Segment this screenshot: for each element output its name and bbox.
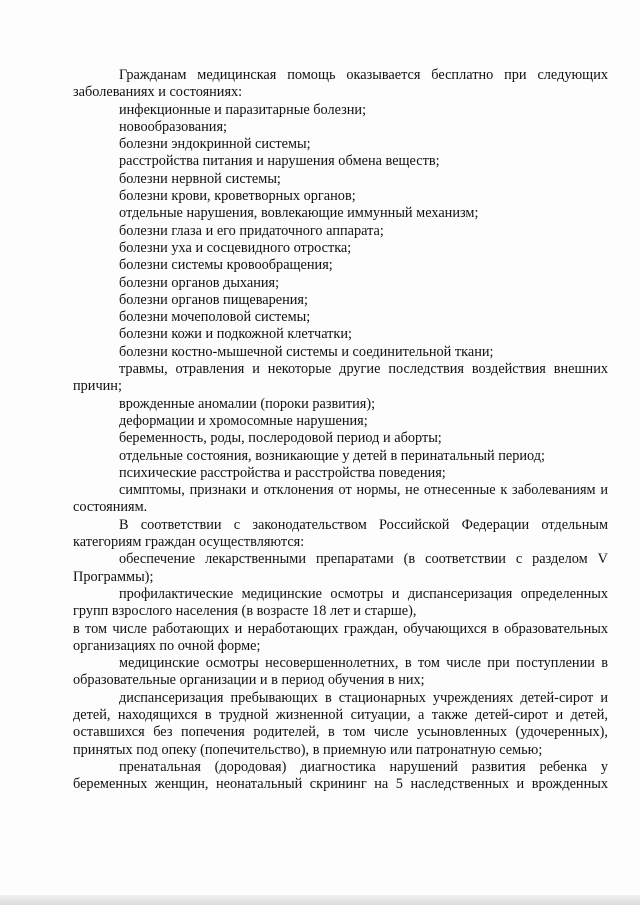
disease-item: беременность, роды, послеродовой период и аборты; [119, 430, 442, 447]
disease-item: болезни органов пищеварения; [119, 291, 308, 308]
provision-item: обеспечение лекарственными препаратами (в соответствии с разделом V Программы); [73, 551, 608, 585]
disease-item: болезни нервной системы; [119, 170, 281, 187]
disease-item: инфекционные и паразитарные болезни; [119, 101, 367, 118]
disease-item: врожденные аномалии (пороки развития); [119, 395, 376, 412]
disease-item: болезни кожи и подкожной клетчатки; [119, 326, 352, 343]
disease-item: отдельные нарушения, вовлекающие иммунный механизм; [119, 205, 479, 222]
provision-item: профилактические медицинские осмотры и диспансеризация определенных групп взрослого населения (в возрасте 18 лет и старше), [73, 585, 608, 620]
disease-item: новообразования; [119, 118, 227, 135]
provision-item: в том числе работающих и неработающих граждан, обучающихся в образовательных организациях по очной форме; [73, 620, 608, 654]
disease-item: деформации и хромосомные нарушения; [119, 412, 368, 429]
disease-item: болезни глаза и его придаточного аппарата; [119, 222, 384, 239]
disease-item: болезни крови, кроветворных органов; [119, 188, 356, 205]
disease-item: болезни уха и сосцевидного отростка; [119, 239, 352, 256]
law-intro-paragraph: В соответствии с законодательством Российской Федерации отдельным категориям граждан осуществляются: [73, 516, 608, 551]
disease-item: отдельные состояния, возникающие у детей в перинатальный период; [119, 447, 546, 464]
disease-item: расстройства питания и нарушения обмена веществ; [119, 153, 440, 170]
page-bottom-edge [0, 895, 640, 905]
provision-item: пренатальная (дородовая) диагностика нарушений развития ребенка у беременных женщин, неонатальный скрининг на 5 наследственных и врожденных [73, 758, 608, 793]
disease-item: болезни костно-мышечной системы и соединительной ткани; [119, 343, 494, 360]
disease-item: болезни эндокринной системы; [119, 136, 311, 153]
disease-item: травмы, отравления и некоторые другие последствия воздействия внешних причин; [73, 361, 608, 395]
disease-item: болезни системы кровообращения; [119, 257, 333, 274]
provision-item: медицинские осмотры несовершеннолетних, в том числе при поступлении в образовательные организации и в период обучения в них; [73, 655, 608, 689]
intro-paragraph: Гражданам медицинская помощь оказывается бесплатно при следующих заболеваниях и состояниях: [73, 67, 608, 101]
disease-item: психические расстройства и расстройства поведения; [119, 464, 446, 481]
document-body [73, 67, 608, 793]
provision-item: диспансеризация пребывающих в стационарных учреждениях детей-сирот и детей, находящихся в трудной жизненной ситуации, а также детей-сирот и детей, оставшихся без попечения родителей, в том числе усыновленных (удочеренных), принятых под опеку (попечительство), в приемную или патронатную семью; [73, 689, 608, 758]
disease-item: болезни органов дыхания; [119, 274, 280, 291]
disease-item: болезни мочеполовой системы; [119, 309, 311, 326]
disease-item: симптомы, признаки и отклонения от нормы, не отнесенные к заболеваниям и состояниям. [73, 482, 608, 516]
